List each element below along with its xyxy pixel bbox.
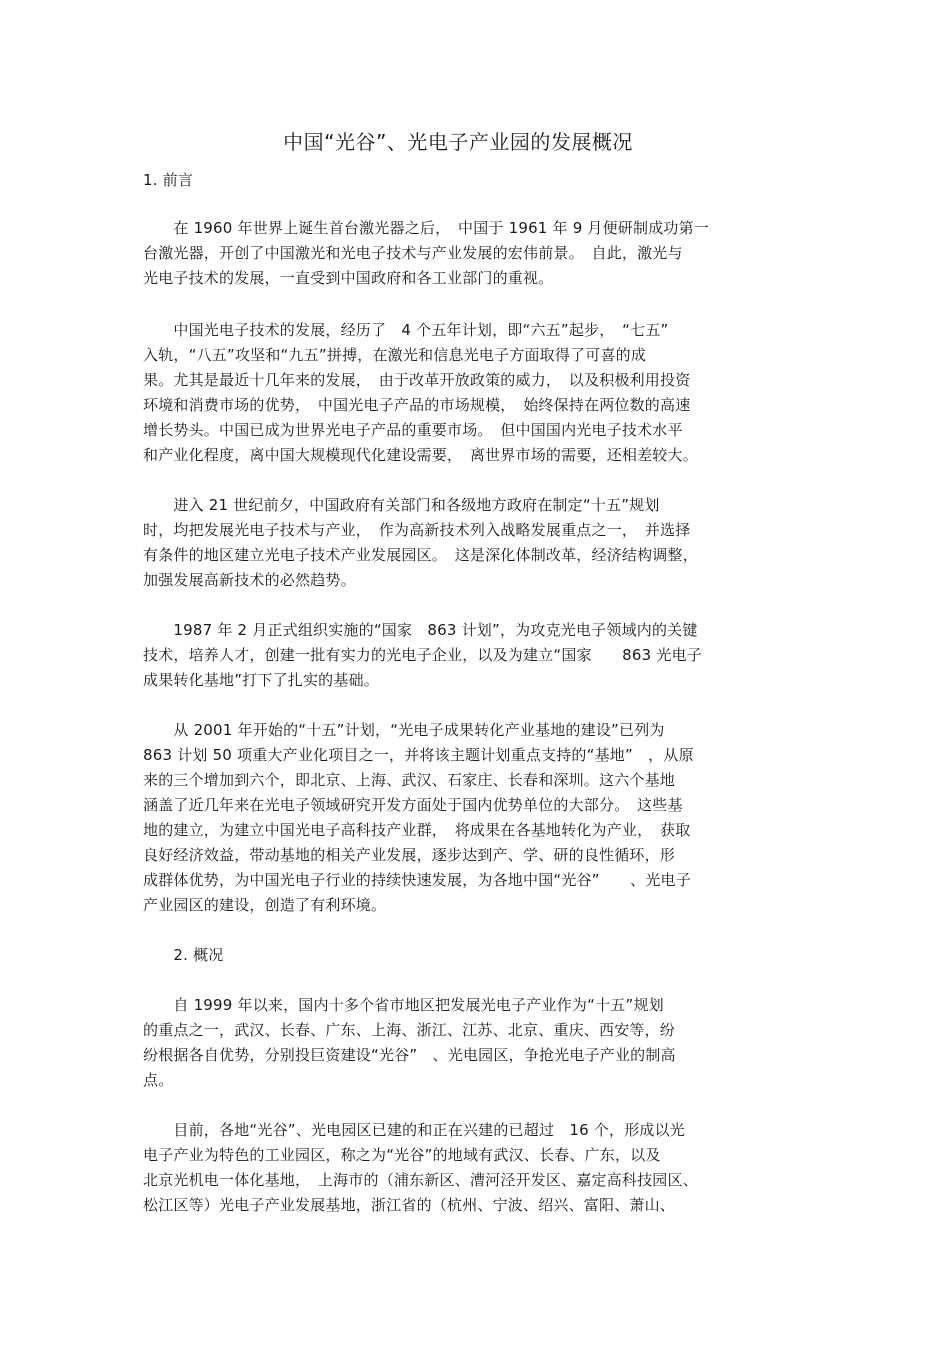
paragraph-line: 成果转化基地”打下了扎实的基础。: [143, 671, 379, 689]
paragraph-line: 环境和消费市场的优势， 中国光电子产品的市场规模， 始终保持在两位数的高速: [143, 396, 691, 414]
paragraph-line: 纷根据各自优势，分别投巨资建设“光谷” 、光电园区，争抢光电子产业的制高: [143, 1046, 676, 1064]
paragraph-line: 加强发展高新技术的必然趋势。: [143, 571, 356, 589]
paragraph-line: 点。: [143, 1071, 174, 1089]
paragraph-line: 地的建立，为建立中国光电子高科技产业群， 将成果在各基地转化为产业， 获取: [143, 821, 691, 839]
paragraph-line: 和产业化程度，离中国大规模现代化建设需要， 离世界市场的需要，还相差较大。: [143, 446, 698, 464]
paragraph-line: 光电子技术的发展，一直受到中国政府和各工业部门的重视。: [143, 269, 554, 287]
paragraph-line: 中国光电子技术的发展，经历了 4 个五年计划，即“六五”起步， “七五”: [143, 321, 669, 339]
paragraph-line: 北京光机电一体化基地， 上海市的（浦东新区、漕河泾开发区、嘉定高科技园区、: [143, 1171, 698, 1189]
paragraph-line: 1987 年 2 月正式组织实施的“国家 863 计划”，为攻克光电子领域内的关键: [143, 621, 698, 639]
paragraph-line: 增长势头。中国已成为世界光电子产品的重要市场。 但中国国内光电子技术水平: [143, 421, 683, 439]
paragraph-line: 从 2001 年开始的“十五”计划，“光电子成果转化产业基地的建设”已列为: [143, 721, 665, 739]
paragraph-line: 台激光器，开创了中国激光和光电子技术与产业发展的宏伟前景。 自此，激光与: [143, 244, 683, 262]
paragraph-line: 涵盖了近几年来在光电子领域研究开发方面处于国内优势单位的大部分。 这些基: [143, 796, 683, 814]
paragraph-line: 技术，培养人才，创建一批有实力的光电子企业，以及为建立“国家 863 光电子: [143, 646, 702, 664]
paragraph-line: 果。尤其是最近十几年来的发展， 由于改革开放政策的威力， 以及积极利用投资: [143, 371, 691, 389]
paragraph-line: 在 1960 年世界上诞生首台激光器之后， 中国于 1961 年 9 月便研制成功第一: [143, 219, 710, 237]
paragraph-line: 自 1999 年以来，国内十多个省市地区把发展光电子产业作为“十五”规划: [143, 996, 664, 1014]
paragraph-line: 成群体优势，为中国光电子行业的持续快速发展，为各地中国“光谷” 、光电子: [143, 871, 691, 889]
paragraph-line: 的重点之一，武汉、长春、广东、上海、浙江、江苏、北京、重庆、西安等，纷: [143, 1021, 676, 1039]
paragraph-line: 入轨，“八五”攻坚和“九五”拼搏，在激光和信息光电子方面取得了可喜的成: [143, 346, 647, 364]
section-heading-overview: 2. 概况: [143, 946, 224, 964]
paragraph-line: 松江区等）光电子产业发展基地，浙江省的（杭州、宁波、绍兴、富阳、萧山、: [143, 1196, 676, 1214]
document-title: 中国“光谷”、光电子产业园的发展概况: [283, 130, 633, 154]
paragraph-line: 来的三个增加到六个，即北京、上海、武汉、石家庄、长春和深圳。这六个基地: [143, 771, 676, 789]
paragraph-line: 电子产业为特色的工业园区，称之为“光谷”的地域有武汉、长春、广东，以及: [143, 1146, 661, 1164]
paragraph-line: 进入 21 世纪前夕，中国政府有关部门和各级地方政府在制定“十五”规划: [143, 496, 660, 514]
paragraph-line: 时，均把发展光电子技术与产业， 作为高新技术列入战略发展重点之一， 并选择: [143, 521, 691, 539]
paragraph-line: 863 计划 50 项重大产业化项目之一，并将该主题计划重点支持的“基地” ，从原: [143, 746, 694, 764]
section-heading-intro: 1. 前言: [143, 171, 194, 189]
paragraph-line: 有条件的地区建立光电子技术产业发展园区。 这是深化体制改革，经济结构调整，: [143, 546, 698, 564]
paragraph-line: 目前，各地“光谷”、光电园区已建的和正在兴建的已超过 16 个，形成以光: [143, 1121, 686, 1139]
paragraph-line: 良好经济效益，带动基地的相关产业发展，逐步达到产、学、研的良性循环，形: [143, 846, 676, 864]
paragraph-line: 产业园区的建设，创造了有利环境。: [143, 896, 387, 914]
